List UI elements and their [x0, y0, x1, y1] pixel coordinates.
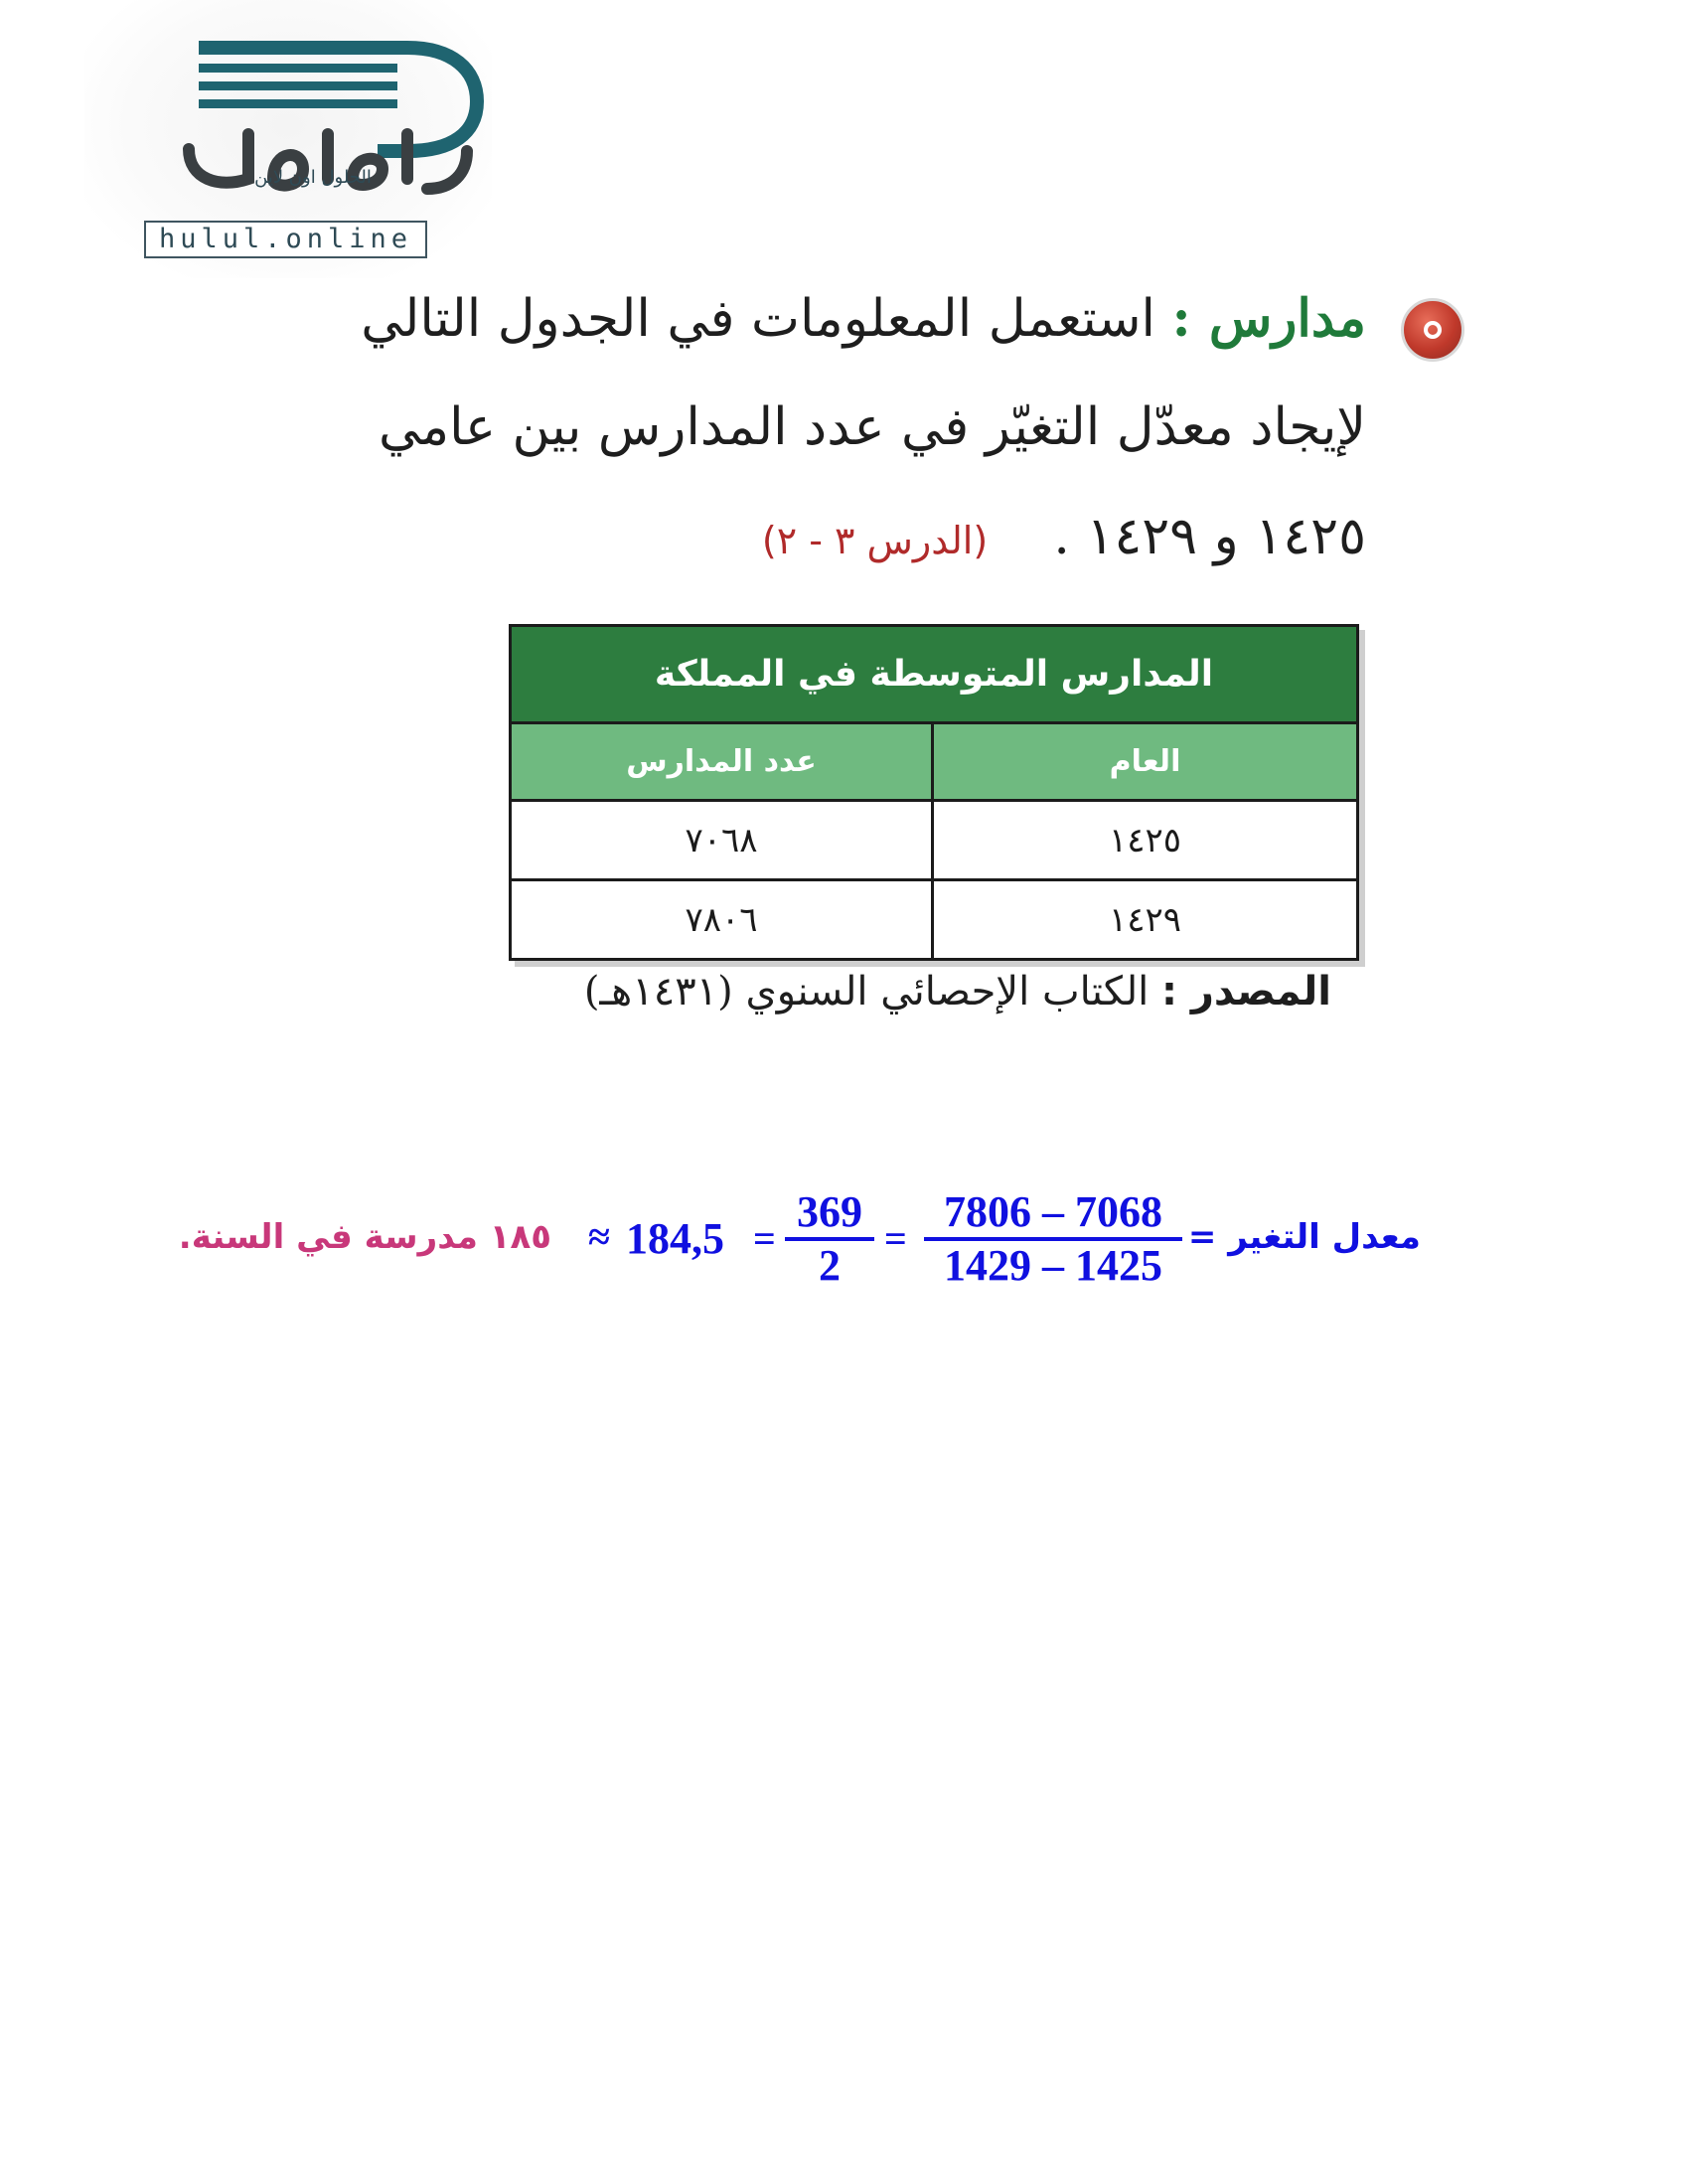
- question-text-2: لإيجاد معدّل التغيّر في عدد المدارس بين عامي: [378, 397, 1366, 457]
- equals-sign: =: [753, 1216, 776, 1261]
- circled-number-icon: [1401, 298, 1464, 362]
- schools-table: [509, 624, 1359, 961]
- question-line-2: [379, 397, 1366, 457]
- logo-tagline-arabic: الحلول اون لاين: [254, 167, 372, 188]
- cell-count: ٧٨٠٦: [512, 881, 934, 958]
- table-title: المدارس المتوسطة في المملكة: [512, 627, 1356, 724]
- fraction-rate: [924, 1187, 1182, 1291]
- answer-result: ١٨٥ مدرسة في السنة.: [178, 1217, 551, 1257]
- header-school-count: عدد المدارس: [512, 724, 934, 799]
- cell-count: ٧٠٦٨: [512, 802, 934, 878]
- table-row: [512, 802, 1356, 881]
- table-row: [512, 881, 1356, 958]
- fraction-numerator: 7806 – 7068: [924, 1187, 1182, 1241]
- table-source: [584, 969, 1331, 1014]
- question-line-3: [762, 507, 1366, 566]
- table-header-row: [512, 724, 1356, 802]
- answer-label: معدل التغير =: [1187, 1217, 1421, 1257]
- lesson-reference: (الدرس ٣ - ٢): [761, 519, 989, 562]
- cell-year: ١٤٢٥: [1108, 820, 1182, 860]
- question-text-1: استعمل المعلومات في الجدول التالي: [361, 289, 1155, 349]
- cell-year: ١٤٢٩: [1108, 899, 1182, 940]
- equals-sign: =: [884, 1216, 907, 1261]
- answer-value: 184,5: [626, 1214, 724, 1263]
- question-line-1: [361, 288, 1366, 349]
- source-label: المصدر :: [1160, 969, 1331, 1014]
- answer: [178, 1187, 1421, 1297]
- header-year: العام: [1109, 744, 1181, 779]
- fraction-simplified: [785, 1187, 874, 1291]
- fraction-denominator: 1429 – 1425: [944, 1241, 1162, 1290]
- fraction-simplified-numerator: 369: [785, 1187, 874, 1241]
- source-text: الكتاب الإحصائي السنوي (١٤٣١هـ): [583, 969, 1150, 1014]
- question-title: مدارس :: [1171, 288, 1366, 349]
- fraction-simplified-denominator: 2: [819, 1241, 841, 1290]
- logo-tagline: hulul.online: [144, 221, 427, 258]
- question-text-3: ١٤٢٥ و ١٤٢٩ .: [1053, 507, 1366, 566]
- logo: [84, 0, 492, 278]
- approx-sign: ≈: [588, 1214, 610, 1259]
